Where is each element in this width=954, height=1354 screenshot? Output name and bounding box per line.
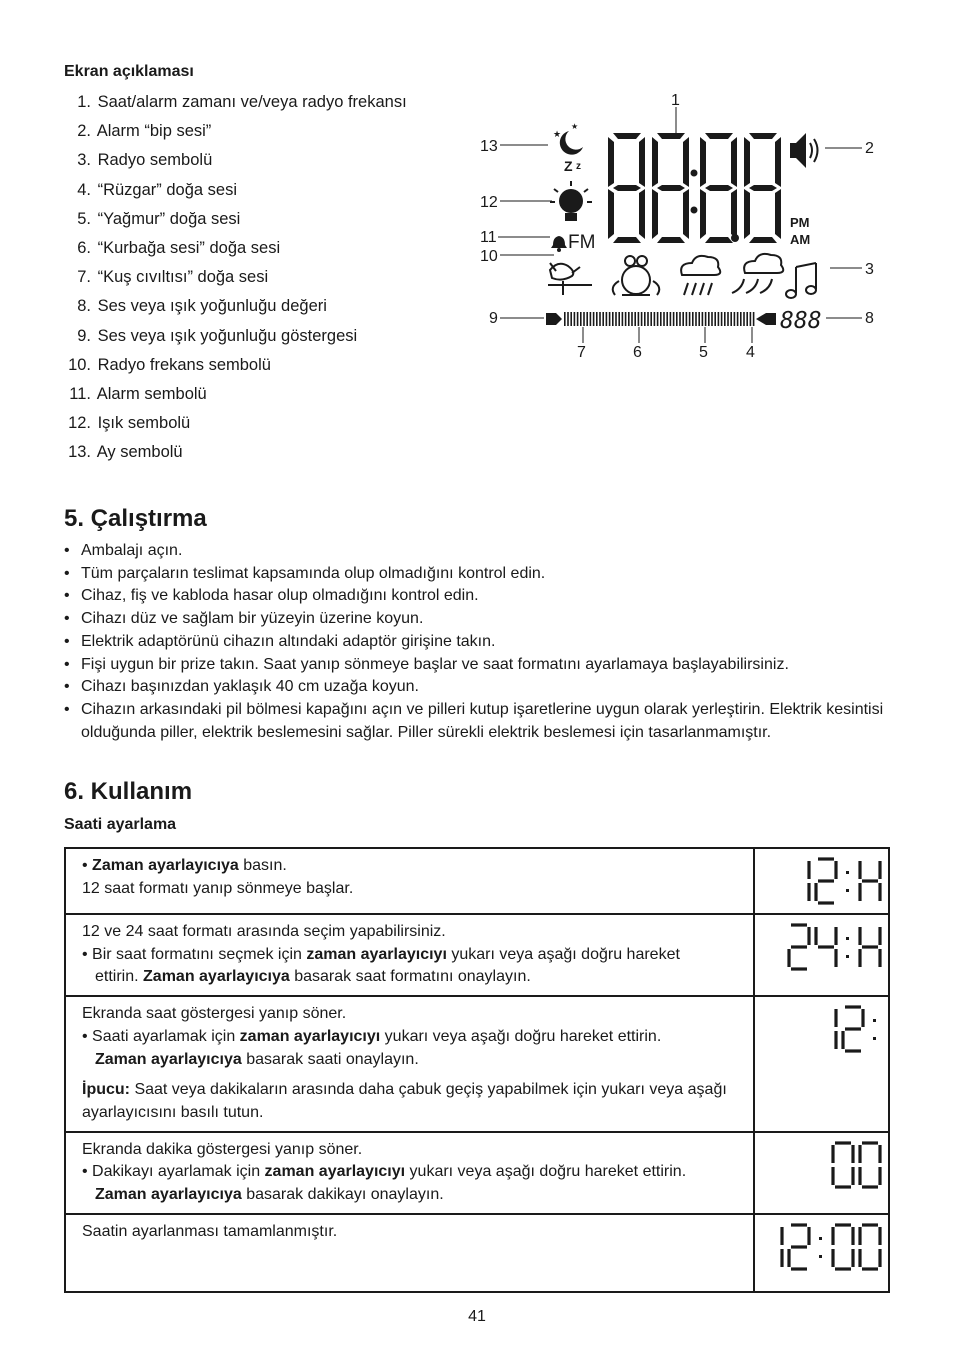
step-text: Saatin ayarlanması tamamlanmıştır. bbox=[65, 1214, 754, 1292]
legend-item-number: 2. bbox=[77, 122, 91, 141]
section-6-title: 6. Kullanım bbox=[64, 778, 193, 805]
bird-icon bbox=[548, 263, 592, 295]
legend-item-text: Radyo frekans sembolü bbox=[97, 355, 271, 374]
bullet-item: • Fişi uygun bir prize takın. Saat yanıp sönmeye başlar ve saat formatını ayarlamaya başlayabilirsiniz. bbox=[64, 654, 894, 677]
table-row bbox=[65, 1132, 889, 1214]
level-bar bbox=[546, 312, 776, 326]
legend-item-text: “Yağmur” doğa sesi bbox=[97, 209, 241, 228]
speaker-icon bbox=[790, 133, 818, 168]
bullet-item: • Cihazı başınızdan yaklaşık 40 cm uzağa koyun. bbox=[64, 676, 894, 699]
callout-7: 7 bbox=[577, 344, 586, 361]
legend-item bbox=[64, 353, 407, 382]
step-text: Ekranda dakika göstergesi yanıp söner. • Dakikayı ayarlamak için zaman ayarlayıcıyı yukarı veya aşağı doğru hareket ettirin. Zaman ayarlayıcıya basarak dakikayı onaylayın. bbox=[65, 1132, 754, 1214]
legend-item bbox=[64, 119, 407, 148]
lcd-preview bbox=[754, 914, 889, 996]
legend-item-number: 12. bbox=[68, 414, 91, 433]
legend-item-number: 10. bbox=[68, 355, 91, 374]
table-row bbox=[65, 914, 889, 996]
callout-13: 13 bbox=[480, 138, 498, 155]
legend-item-number: 9. bbox=[77, 326, 91, 345]
legend-item-text: Saat/alarm zamanı ve/veya radyo frekansı bbox=[97, 93, 407, 111]
legend-item-text: “Rüzgar” doğa sesi bbox=[97, 180, 237, 199]
legend-item-text: Ses veya ışık yoğunluğu değeri bbox=[97, 297, 327, 316]
callout-9: 9 bbox=[489, 310, 498, 327]
svg-text:★: ★ bbox=[571, 122, 579, 131]
moon-icon bbox=[553, 122, 583, 155]
legend-item-number: 11. bbox=[69, 384, 91, 403]
legend-item-number: 7. bbox=[77, 268, 91, 287]
table-row bbox=[65, 1214, 889, 1292]
page-number: 41 bbox=[468, 1308, 486, 1325]
callout-10: 10 bbox=[480, 248, 498, 265]
wind-icon bbox=[732, 254, 783, 293]
callout-6: 6 bbox=[633, 344, 642, 361]
table-row bbox=[65, 848, 889, 914]
frog-icon bbox=[613, 256, 660, 295]
rain-icon bbox=[681, 256, 720, 295]
section-6-subtitle: Saati ayarlama bbox=[64, 816, 177, 833]
step-text: • Zaman ayarlayıcıya basın. 12 saat formatı yanıp sönmeye başlar. bbox=[65, 848, 754, 914]
legend-item bbox=[64, 207, 407, 236]
step-text: Ekranda saat göstergesi yanıp söner. • Saati ayarlamak için zaman ayarlayıcıyı yukarı veya aşağı doğru hareket ettirin. Zaman ayarlayıcıya basarak saati onaylayın. İpucu: Saat veya dakikaların arasında daha çabuk geçiş yapabilmek için yukarı veya aşağı ayarlayıcısını basılı tutun. bbox=[65, 996, 754, 1132]
legend-list bbox=[64, 90, 407, 469]
section-5-title: 5. Çalıştırma bbox=[64, 505, 207, 532]
legend-item bbox=[64, 90, 407, 119]
bullet-item: • Elektrik adaptörünü cihazın altındaki adaptör girişine takın. bbox=[64, 631, 894, 654]
legend-item-number: 13. bbox=[68, 443, 91, 462]
legend-item bbox=[64, 294, 407, 323]
lcd-preview bbox=[754, 1214, 889, 1292]
am-label: AM bbox=[790, 232, 811, 247]
bullet-item: • Tüm parçaların teslimat kapsamında olup olmadığını kontrol edin. bbox=[64, 563, 894, 586]
legend-item-text: Alarm sembolü bbox=[96, 384, 207, 403]
bullet-item: • Cihazı düz ve sağlam bir yüzeyin üzerine koyun. bbox=[64, 608, 894, 631]
lcd-preview bbox=[754, 1132, 889, 1214]
legend-heading: Ekran açıklaması bbox=[64, 63, 194, 80]
legend-item bbox=[64, 324, 407, 353]
legend-item-number: 6. bbox=[77, 238, 91, 257]
step-text: 12 ve 24 saat formatı arasında seçim yapabilirsiniz. • Bir saat formatını seçmek için zaman ayarlayıcıyı yukarı veya aşağı doğru hareket ettirin. Zaman ayarlayıcıya basarak saat formatını onaylayın. bbox=[65, 914, 754, 996]
pm-label: PM bbox=[790, 215, 810, 230]
callout-5: 5 bbox=[699, 344, 708, 361]
svg-text:z: z bbox=[576, 161, 581, 172]
legend-item-text: “Kurbağa sesi” doğa sesi bbox=[97, 238, 281, 257]
callout-3: 3 bbox=[865, 261, 874, 278]
callout-12: 12 bbox=[480, 194, 498, 211]
bullet-item: • Cihaz, fiş ve kabloda hasar olup olmadığını kontrol edin. bbox=[64, 585, 894, 608]
legend-item-text: Ses veya ışık yoğunluğu göstergesi bbox=[97, 326, 358, 345]
callout-2: 2 bbox=[865, 140, 874, 157]
display-diagram bbox=[470, 85, 890, 370]
main-time-digits bbox=[608, 133, 781, 243]
music-note-icon bbox=[786, 263, 816, 298]
alarm-bell-icon bbox=[551, 236, 567, 252]
clock-setting-table bbox=[64, 847, 890, 1293]
legend-item-text: “Kuş cıvıltısı” doğa sesi bbox=[97, 268, 269, 287]
legend-item bbox=[64, 178, 407, 207]
lcd-preview bbox=[754, 848, 889, 914]
section-5-bullets bbox=[64, 540, 894, 744]
callout-11: 11 bbox=[480, 229, 497, 246]
callout-1: 1 bbox=[671, 92, 680, 109]
lcd-preview bbox=[754, 996, 889, 1132]
legend-item bbox=[64, 148, 407, 177]
callout-4: 4 bbox=[746, 344, 755, 361]
legend-item-number: 5. bbox=[77, 209, 91, 228]
legend-item bbox=[64, 440, 407, 469]
callout-8: 8 bbox=[865, 310, 874, 327]
legend-item-text: Radyo sembolü bbox=[97, 151, 213, 170]
legend-item-text: Ay sembolü bbox=[96, 443, 183, 462]
legend-item bbox=[64, 411, 407, 440]
legend-item-number: 1. bbox=[77, 93, 91, 111]
bullet-item: • Cihazın arkasındaki pil bölmesi kapağını açın ve pilleri kutup işaretlerine uygun olarak yerleştirin. Elektrik kesintisi olduğunda piller, elektrik beslemesini sağlar. Piller sürekli elektrik beslemesi için tasarlanmamıştır. bbox=[64, 699, 894, 744]
legend-item-text: Alarm “bip sesi” bbox=[96, 122, 212, 141]
zz-label: Z bbox=[564, 158, 573, 174]
legend-item-number: 3. bbox=[77, 151, 91, 170]
legend-item bbox=[64, 265, 407, 294]
svg-text:★: ★ bbox=[553, 129, 562, 139]
light-bulb-icon bbox=[550, 181, 592, 221]
level-value: 888 bbox=[780, 308, 822, 334]
bullet-item: • Ambalajı açın. bbox=[64, 540, 894, 563]
legend-item bbox=[64, 382, 407, 411]
legend-item-number: 4. bbox=[77, 180, 91, 199]
legend-item-number: 8. bbox=[77, 297, 91, 316]
legend-item-text: Işık sembolü bbox=[97, 414, 191, 433]
table-row bbox=[65, 996, 889, 1132]
fm-label: FM bbox=[568, 232, 596, 253]
legend-item bbox=[64, 236, 407, 265]
